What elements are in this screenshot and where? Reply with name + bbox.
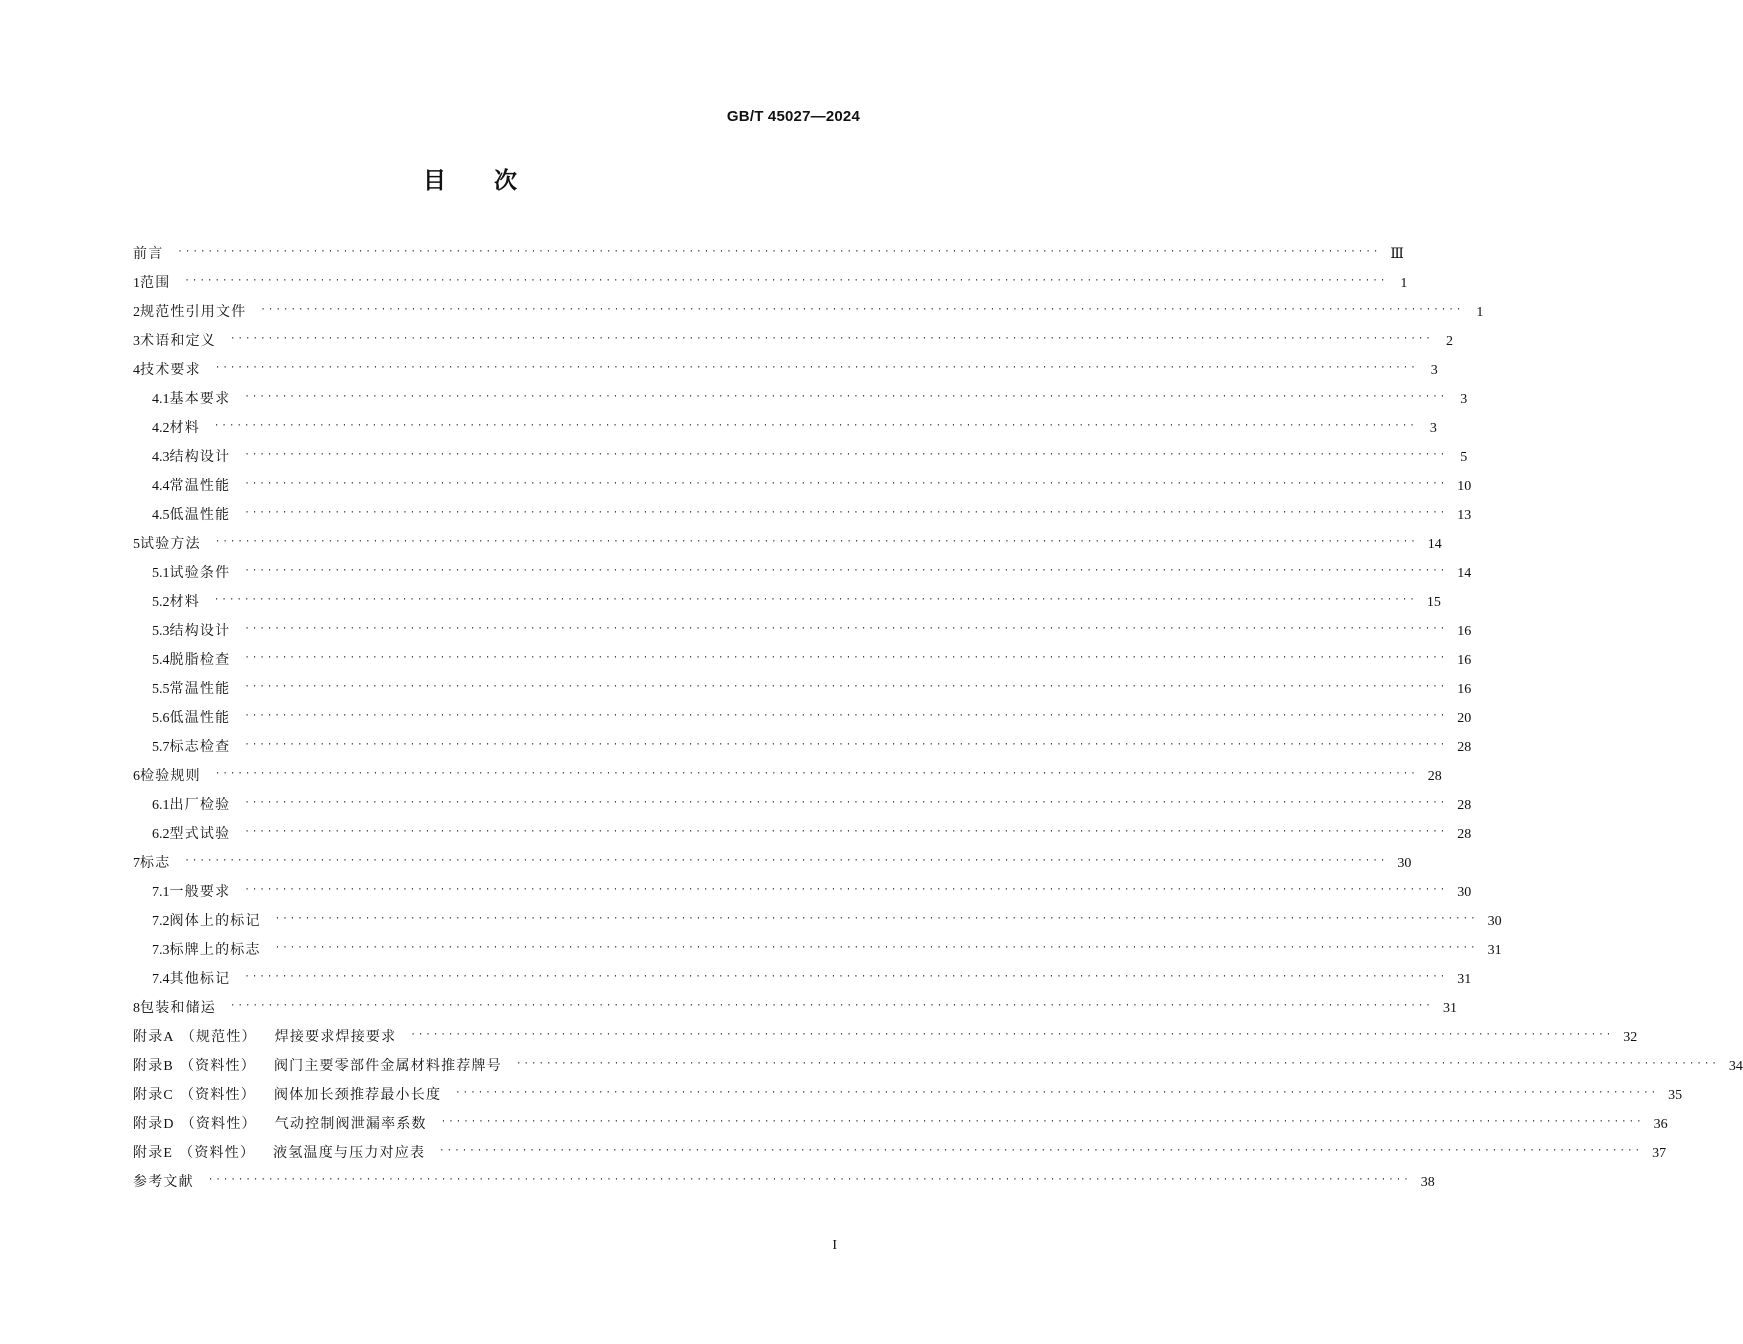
toc-entry-label: 阀门主要零部件金属材料推荐牌号	[273, 1058, 502, 1074]
toc-entry-page: 13	[1457, 508, 1472, 523]
toc-entry-number: 4.2	[152, 421, 170, 436]
page-number: I	[832, 1238, 837, 1253]
toc-entry-label: 试验方法	[140, 536, 201, 552]
toc-entry-number: 4.1	[152, 392, 170, 407]
toc-entry-label: 包装和储运	[140, 1000, 216, 1016]
toc-entry-label: 气动控制阀泄漏率系数	[274, 1116, 427, 1132]
toc-entry[interactable]	[133, 1052, 1743, 1081]
toc-entry[interactable]	[133, 443, 1468, 472]
dot-leader: ································································································································································	[244, 566, 1448, 576]
toc-entry-number: 5.1	[152, 566, 170, 581]
dot-leader: ································································································································································	[214, 769, 1418, 779]
toc-entry-number: 5.6	[152, 711, 170, 726]
toc-entry-page: 16	[1457, 682, 1472, 697]
toc-entry-label: 标志检查	[169, 739, 231, 755]
toc-entry[interactable]	[133, 501, 1472, 530]
toc-entry-label: 低温性能	[169, 710, 231, 726]
dot-leader: ································································································································································	[230, 334, 1433, 344]
toc-entry-page: Ⅲ	[1390, 247, 1404, 262]
toc-entry-number: 1	[133, 276, 140, 291]
toc-entry-page: 30	[1397, 856, 1412, 871]
toc-entry-page: 38	[1420, 1175, 1435, 1190]
toc-entry-annex-type: （资料性）	[179, 1087, 256, 1103]
toc-entry-page: 31	[1487, 943, 1502, 958]
toc-entry-number: 4	[133, 363, 140, 378]
toc-entry[interactable]	[133, 820, 1472, 849]
dot-leader: ································································································································································	[274, 914, 1478, 924]
toc-entry-number: 4.4	[152, 479, 170, 494]
toc-entry-number: 5.3	[152, 624, 170, 639]
toc-entry-number: 5.7	[152, 740, 170, 755]
toc-entry-page: 28	[1457, 827, 1472, 842]
toc-entry-number: 附录B	[133, 1059, 174, 1074]
dot-leader: ································································································································································	[244, 508, 1448, 518]
toc-entry-label: 阀体上的标记	[169, 913, 261, 929]
toc-entry-label: 脱脂检查	[169, 652, 231, 668]
toc-entry[interactable]	[133, 994, 1457, 1023]
dot-leader: ································································································································································	[515, 1059, 1719, 1069]
toc-entry-number: 5.4	[152, 653, 170, 668]
toc-entry-label: 术语和定义	[140, 333, 216, 349]
toc-entry-label: 结构设计	[169, 623, 231, 639]
dot-leader: ································································································································································	[244, 972, 1448, 982]
toc-entry-label: 一般要求	[169, 884, 231, 900]
toc-entry[interactable]	[133, 1023, 1638, 1052]
toc-entry[interactable]	[133, 240, 1404, 269]
dot-leader: ································································································································································	[260, 305, 1464, 315]
toc-entry-label: 阀体加长颈推荐最小长度	[273, 1087, 442, 1103]
toc-entry-number: 5	[133, 537, 140, 552]
toc-entry-number: 7.2	[152, 914, 170, 929]
toc-entry[interactable]	[133, 269, 1408, 298]
toc-entry-label: 结构设计	[169, 449, 231, 465]
toc-entry[interactable]	[133, 327, 1453, 356]
toc-entry-label: 规范性引用文件	[140, 304, 247, 320]
toc-entry[interactable]	[133, 907, 1502, 936]
toc-entry[interactable]	[133, 1168, 1435, 1197]
toc-entry-page: 28	[1427, 769, 1442, 784]
toc-entry-number: 6.2	[152, 827, 170, 842]
toc-entry[interactable]	[133, 530, 1442, 559]
toc-entry-page: 28	[1457, 798, 1472, 813]
toc-entry-page: 37	[1652, 1146, 1667, 1161]
toc-entry-page: 16	[1457, 624, 1472, 639]
toc-entry-page: 10	[1457, 479, 1472, 494]
toc-entry-page: 15	[1426, 595, 1441, 610]
dot-leader: ································································································································································	[440, 1117, 1644, 1127]
toc-entry[interactable]	[133, 965, 1472, 994]
dot-leader: ································································································································································	[244, 682, 1448, 692]
toc-entry-label: 试验条件	[169, 565, 231, 581]
toc-entry-page: 16	[1457, 653, 1472, 668]
toc-entry-label: 焊接要求焊接要求	[274, 1029, 397, 1045]
toc-entry-label: 参考文献	[133, 1174, 194, 1190]
toc-entry-annex-type: （规范性）	[180, 1029, 257, 1045]
toc-entry-label: 基本要求	[169, 391, 231, 407]
toc-entry-page: 5	[1460, 450, 1468, 465]
dot-leader: ································································································································································	[244, 740, 1448, 750]
dot-leader: ································································································································································	[184, 276, 1388, 286]
toc-entry[interactable]	[133, 1110, 1668, 1139]
toc-entry-label: 检验规则	[140, 768, 201, 784]
toc-entry[interactable]	[133, 617, 1472, 646]
dot-leader: ································································································································································	[274, 943, 1478, 953]
toc-entry-label: 材料	[169, 420, 200, 436]
toc-entry-number: 7.3	[152, 943, 170, 958]
toc-entry-label: 标志	[140, 855, 171, 871]
dot-leader: ································································································································································	[244, 653, 1448, 663]
toc-entry-page: 35	[1668, 1088, 1683, 1103]
toc-entry-page: 14	[1457, 566, 1472, 581]
dot-leader: ································································································································································	[177, 247, 1381, 257]
toc-entry-number: 7	[133, 856, 140, 871]
dot-leader: ································································································································································	[214, 537, 1418, 547]
toc-entry-label: 液氢温度与压力对应表	[273, 1145, 426, 1161]
toc-entry-page: 3	[1430, 363, 1438, 378]
toc-entry[interactable]	[133, 588, 1441, 617]
toc-entry-label: 前言	[133, 246, 164, 262]
dot-leader: ································································································································································	[214, 363, 1418, 373]
toc-entry[interactable]	[133, 704, 1472, 733]
toc-entry-page: 31	[1457, 972, 1472, 987]
toc-entry-number: 附录A	[133, 1030, 175, 1045]
toc-entry-number: 7.1	[152, 885, 170, 900]
toc-entry-annex-type: （资料性）	[179, 1145, 256, 1161]
toc-entry-label: 材料	[169, 594, 200, 610]
toc-entry[interactable]	[133, 472, 1472, 501]
toc-entry-label: 低温性能	[169, 507, 231, 523]
toc-entry-number: 6.1	[152, 798, 170, 813]
toc-entry-page: 30	[1487, 914, 1502, 929]
toc-entry[interactable]	[133, 936, 1502, 965]
dot-leader: ································································································································································	[207, 1175, 1411, 1185]
toc-entry-page: 34	[1728, 1059, 1743, 1074]
toc-entry-number: 4.5	[152, 508, 170, 523]
toc-entry-number: 5.5	[152, 682, 170, 697]
toc-entry-annex-type: （资料性）	[179, 1058, 256, 1074]
toc-entry[interactable]	[133, 646, 1472, 675]
dot-leader: ································································································································································	[244, 885, 1448, 895]
toc-entry-label: 技术要求	[140, 362, 201, 378]
toc-entry[interactable]	[133, 878, 1472, 907]
toc-entry-page: 36	[1653, 1117, 1668, 1132]
toc-entry-page: 28	[1457, 740, 1472, 755]
toc-entry-number: 4.3	[152, 450, 170, 465]
dot-leader: ································································································································································	[244, 624, 1448, 634]
toc-entry-label: 常温性能	[169, 478, 231, 494]
dot-leader: ································································································································································	[184, 856, 1388, 866]
toc-entry[interactable]	[133, 675, 1472, 704]
toc-entry-number: 3	[133, 334, 140, 349]
toc-entry[interactable]	[133, 762, 1442, 791]
toc-entry[interactable]	[133, 1081, 1683, 1110]
dot-leader: ································································································································································	[244, 711, 1448, 721]
toc-entry[interactable]	[133, 385, 1468, 414]
page-title: 目次	[423, 168, 565, 194]
dot-leader: ································································································································································	[244, 798, 1448, 808]
toc-entry-page: 20	[1457, 711, 1472, 726]
toc-entry[interactable]	[133, 1139, 1667, 1168]
dot-leader: ································································································································································	[244, 479, 1448, 489]
toc-entry-page: 2	[1445, 334, 1453, 349]
toc-entry-number: 2	[133, 305, 140, 320]
dot-leader: ································································································································································	[230, 1001, 1433, 1011]
toc-entry[interactable]	[133, 298, 1484, 327]
toc-entry-number: 7.4	[152, 972, 170, 987]
toc-entry-label: 常温性能	[169, 681, 231, 697]
toc-entry-label: 标牌上的标志	[169, 942, 261, 958]
dot-leader: ································································································································································	[439, 1146, 1643, 1156]
toc-entry-label: 其他标记	[169, 971, 231, 987]
dot-leader: ································································································································································	[244, 392, 1448, 402]
toc-entry-label: 型式试验	[169, 826, 231, 842]
toc-entry-page: 1	[1476, 305, 1484, 320]
toc-entry-label: 范围	[140, 275, 171, 291]
toc-entry-annex-type: （资料性）	[180, 1116, 257, 1132]
toc-entry-number: 8	[133, 1001, 140, 1016]
toc-entry-number: 附录D	[133, 1117, 175, 1132]
dot-leader: ································································································································································	[213, 595, 1417, 605]
toc-entry-page: 1	[1400, 276, 1408, 291]
dot-leader: ································································································································································	[244, 827, 1448, 837]
dot-leader: ································································································································································	[213, 421, 1417, 431]
table-of-contents	[133, 240, 1743, 1197]
toc-entry-page: 30	[1457, 885, 1472, 900]
toc-entry-number: 6	[133, 769, 140, 784]
toc-entry-label: 出厂检验	[169, 797, 231, 813]
toc-entry-number: 附录E	[133, 1146, 174, 1161]
toc-entry[interactable]	[133, 414, 1437, 443]
toc-entry[interactable]	[133, 791, 1472, 820]
dot-leader: ································································································································································	[244, 450, 1448, 460]
toc-entry[interactable]	[133, 356, 1438, 385]
toc-entry-page: 3	[1460, 392, 1468, 407]
toc-entry[interactable]	[133, 559, 1472, 588]
dot-leader: ································································································································································	[410, 1030, 1614, 1040]
toc-entry[interactable]	[133, 733, 1472, 762]
toc-entry-page: 31	[1442, 1001, 1457, 1016]
standard-number: GB/T 45027—2024	[726, 108, 860, 125]
toc-entry[interactable]	[133, 849, 1412, 878]
toc-entry-page: 32	[1623, 1030, 1638, 1045]
toc-entry-page: 3	[1429, 421, 1437, 436]
toc-entry-number: 附录C	[133, 1088, 174, 1103]
dot-leader: ································································································································································	[455, 1088, 1659, 1098]
toc-entry-page: 14	[1427, 537, 1442, 552]
toc-entry-number: 5.2	[152, 595, 170, 610]
